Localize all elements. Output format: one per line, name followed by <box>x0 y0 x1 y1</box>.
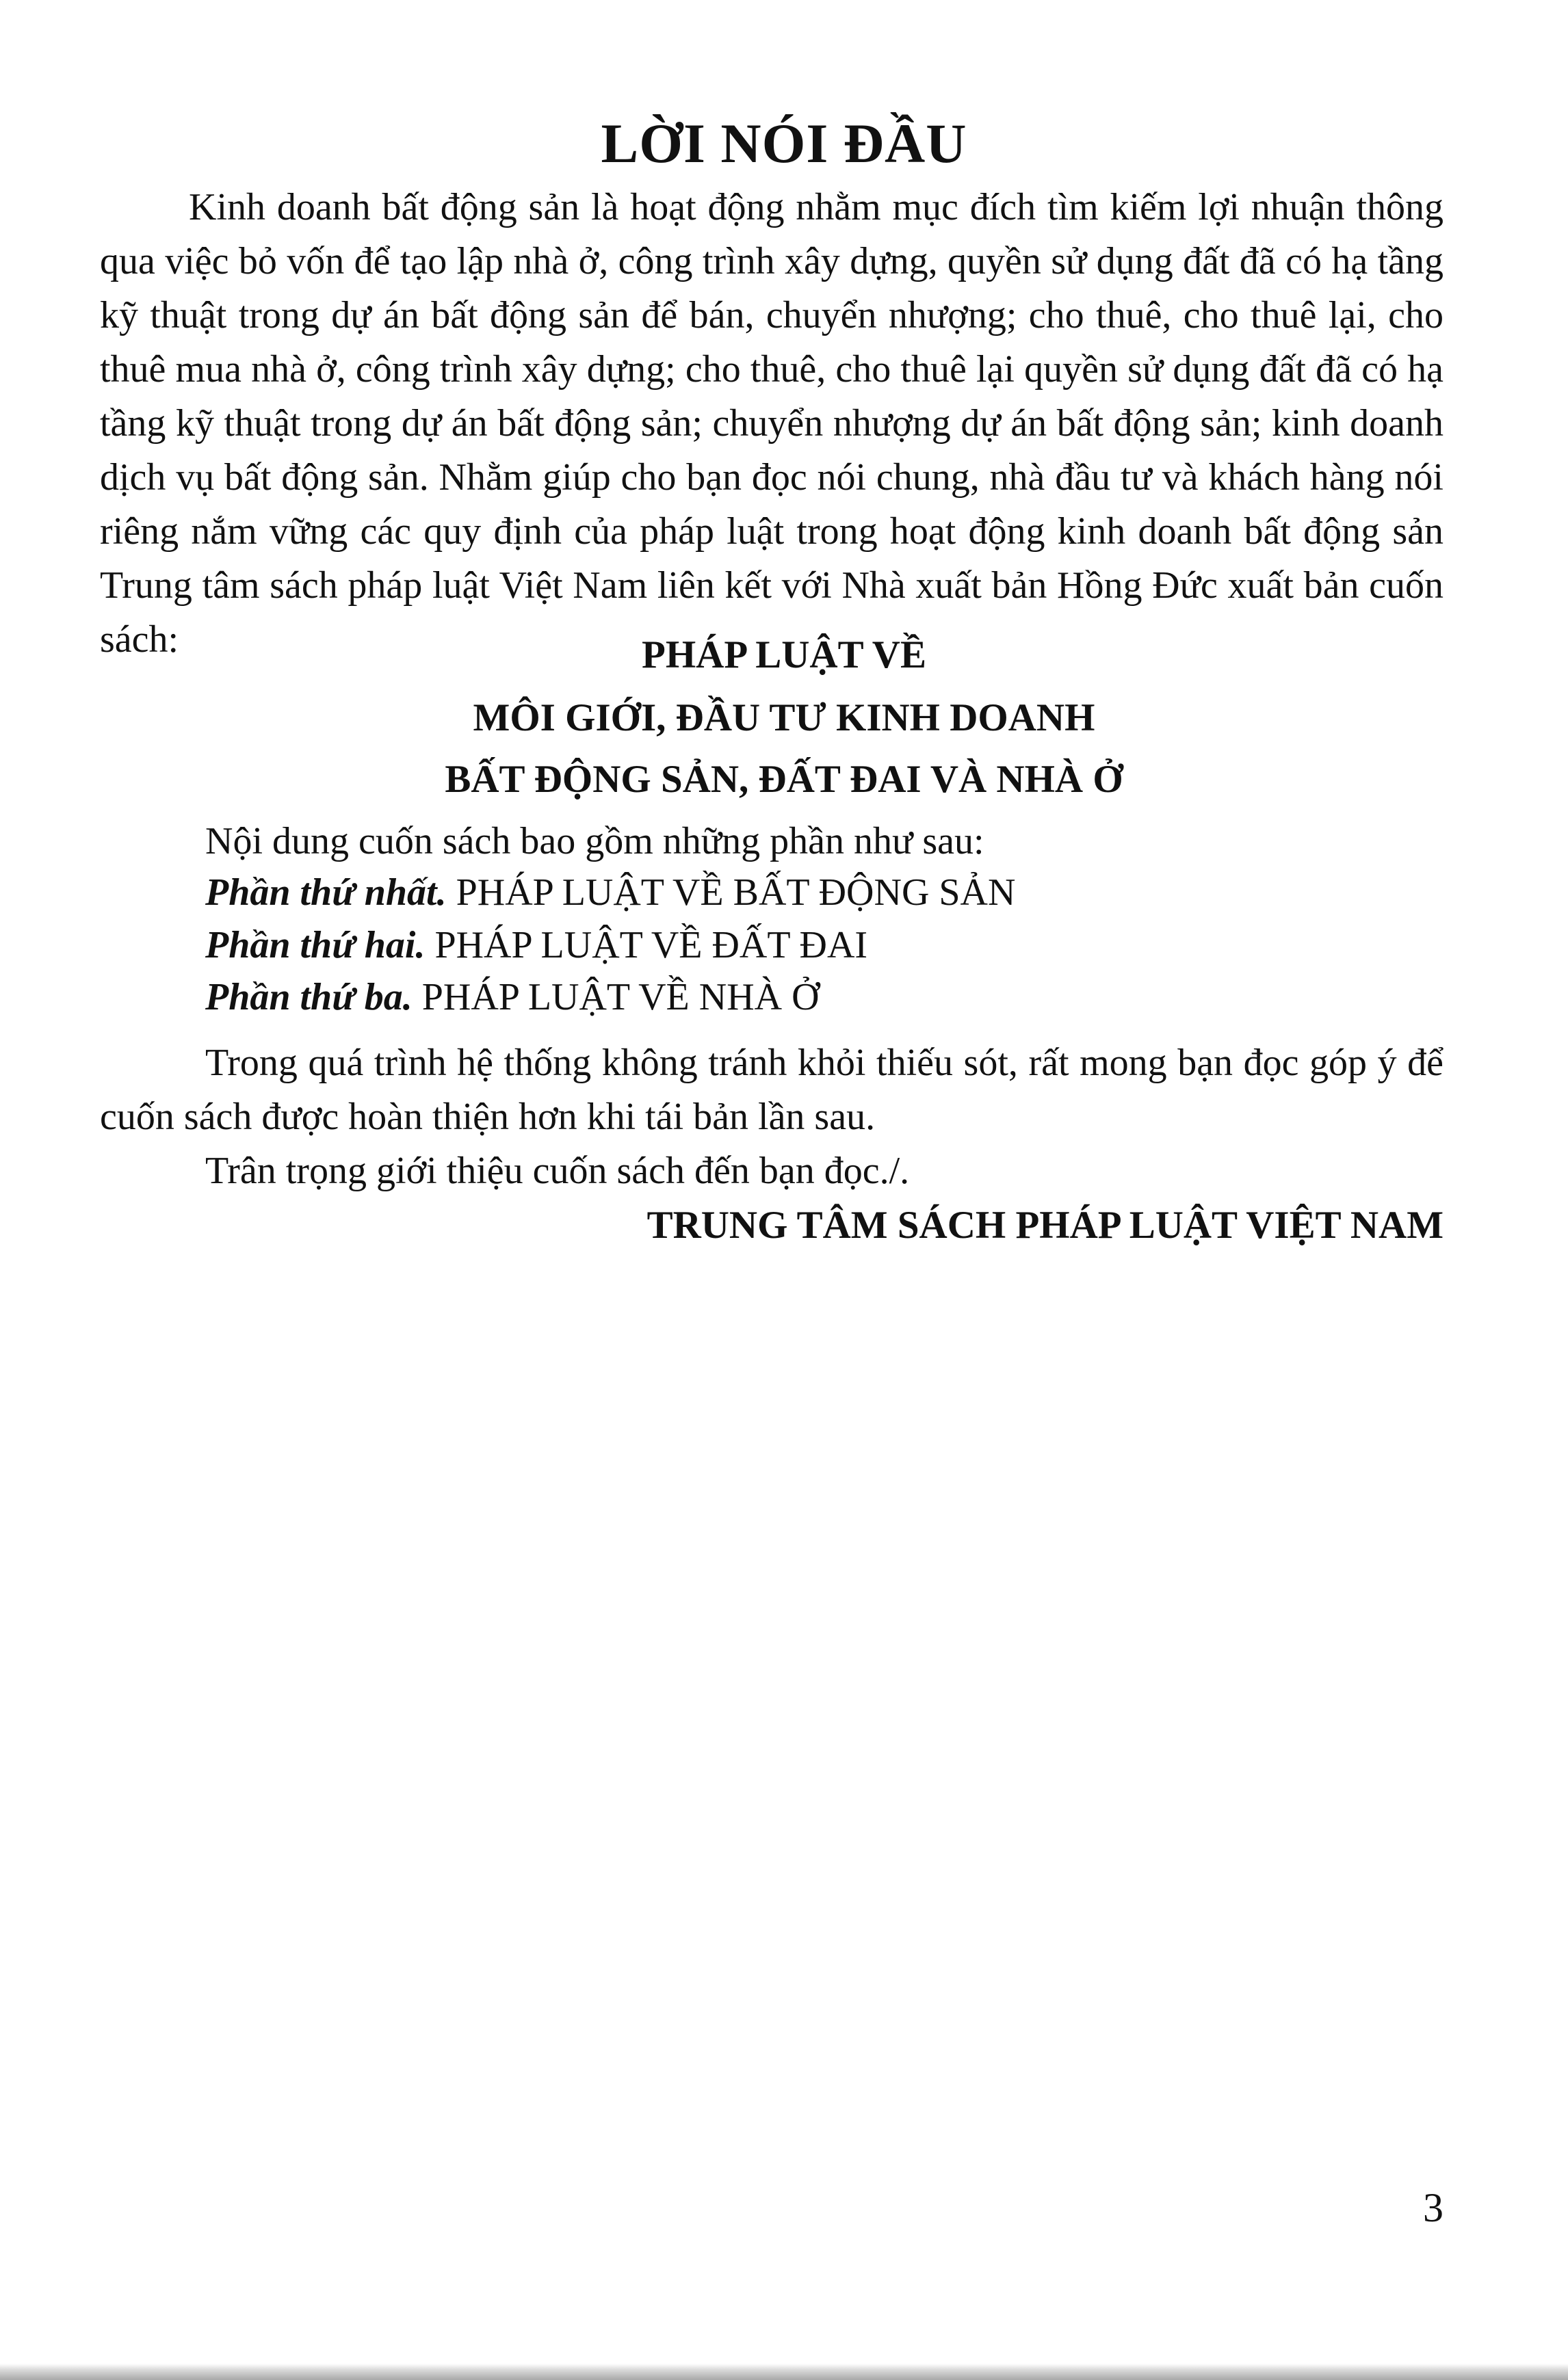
book-title-line-2: MÔI GIỚI, ĐẦU TƯ KINH DOANH <box>473 696 1095 739</box>
part-label: Phần thứ ba. <box>205 976 413 1018</box>
part-item-3 <box>205 970 820 1024</box>
closing-line: Trân trọng giới thiệu cuốn sách đến bạn đọc./. <box>205 1150 910 1192</box>
page-bottom-edge <box>0 2364 1568 2380</box>
part-text: PHÁP LUẬT VỀ BẤT ĐỘNG SẢN <box>446 871 1016 914</box>
part-item-2 <box>205 918 867 973</box>
part-label: Phần thứ hai. <box>205 924 426 966</box>
part-text: PHÁP LUẬT VỀ ĐẤT ĐAI <box>425 924 868 966</box>
page-number: 3 <box>1423 2185 1443 2230</box>
part-label: Phần thứ nhất. <box>205 871 447 914</box>
page-title: LỜI NÓI ĐẦU <box>601 112 967 174</box>
book-title-line-1: PHÁP LUẬT VỀ <box>642 633 926 676</box>
signature: TRUNG TÂM SÁCH PHÁP LUẬT VIỆT NAM <box>646 1204 1443 1247</box>
part-item-1 <box>205 865 1015 920</box>
intro-paragraph: Kinh doanh bất động sản là hoạt động nhằm mục đích tìm kiếm lợi nhuận thông qua việc bỏ vốn để tạo lập nhà ở, công trình xây dựng, quyền sử dụng đất đã có hạ tầng kỹ thuật trong dự án bất động sản để bán, chuyển nhượng; cho thuê, cho thuê lại, cho thuê mua nhà ở, công trình xây dựng; cho thuê, cho thuê lại quyền sử dụng đất đã có hạ tầng kỹ thuật trong dự án bất động sản; chuyển nhượng dự án bất động sản; kinh doanh dịch vụ bất động sản. Nhằm giúp cho bạn đọc nói chung, nhà đầu tư và khách hàng nói riêng nắm vững các quy định của pháp luật trong hoạt động kinh doanh bất động sản Trung tâm sách pháp luật Việt Nam liên kết với Nhà xuất bản Hồng Đức xuất bản cuốn sách: <box>100 186 1443 661</box>
contents-intro: Nội dung cuốn sách bao gồm những phần như sau: <box>205 820 984 862</box>
closing-paragraph: Trong quá trình hệ thống không tránh khỏi thiếu sót, rất mong bạn đọc góp ý để cuốn sách được hoàn thiện hơn khi tái bản lần sau. <box>100 1042 1443 1138</box>
part-text: PHÁP LUẬT VỀ NHÀ Ở <box>412 976 820 1018</box>
book-title-line-3: BẤT ĐỘNG SẢN, ĐẤT ĐAI VÀ NHÀ Ở <box>445 758 1123 801</box>
